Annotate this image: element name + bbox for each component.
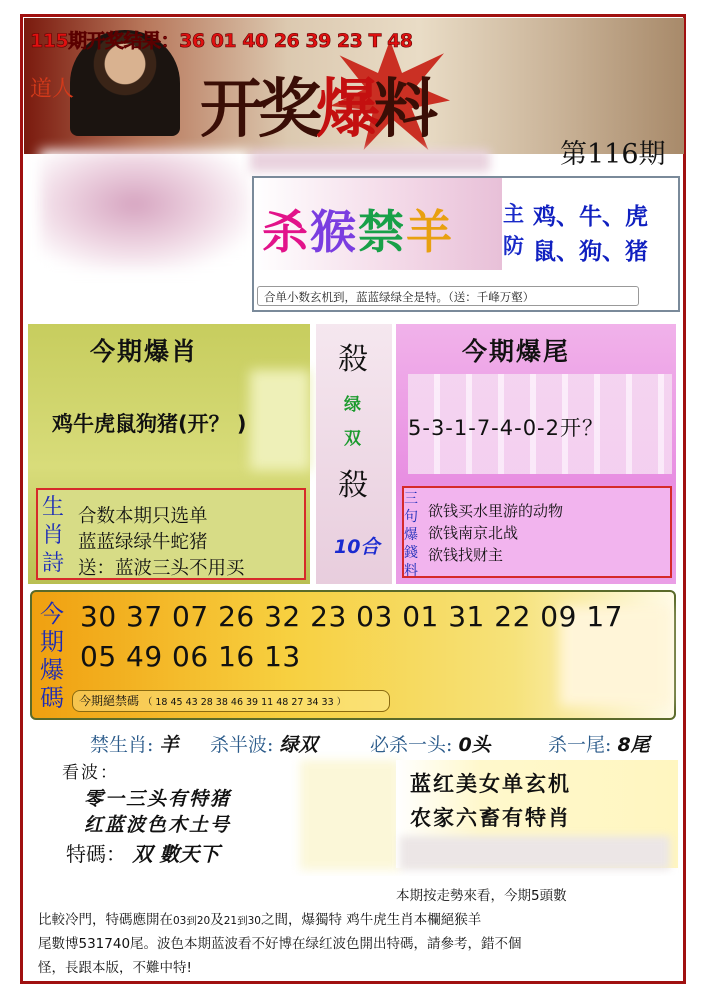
code-label: 今 期 爆 碼	[40, 600, 64, 712]
poem-line: 送：蓝波三头不用买	[78, 558, 245, 579]
forbidden-codes	[72, 690, 390, 712]
left-panel-body: 鸡牛虎鼠狗猪(开？ )	[52, 412, 247, 436]
zodiac-poem-label: 生 肖 詩	[42, 495, 65, 576]
poem-line: 合数本期只选单	[78, 506, 208, 527]
kill-half-wave: 杀半波: 绿双	[210, 734, 318, 756]
code-row-2: 05 49 06 16 13	[80, 640, 301, 673]
bottom-line-2: 比較冷門，特碼應開在03到20及21到30之間，爆獨特 鸡牛虎生肖本欄絕猴羊	[38, 912, 482, 928]
riddle-label: 三 句 爆 錢 料	[404, 491, 418, 579]
middle-kill-2: 殺	[338, 468, 368, 503]
logo-text: 开奖爆料	[200, 72, 432, 147]
lower-left-blur	[300, 760, 400, 870]
calligraphy-decoration	[600, 30, 680, 118]
lower-right-blur	[400, 836, 670, 870]
result-headline: 115期开奖结果：36 01 40 26 39 23 T 48	[30, 30, 413, 52]
riddle-line: 欲钱买水里游的动物	[428, 502, 564, 520]
kill-tail: 杀一尾: 8尾	[548, 734, 650, 756]
wave-line: 红蓝波色木土号	[84, 814, 232, 836]
zhu-values: 鸡、牛、虎	[533, 204, 648, 230]
forbidden-numbers: （ 18 45 43 28 38 46 39 11 48 27 34 33 ）	[142, 697, 347, 708]
wave-label: 看波：	[62, 763, 119, 783]
bottom-line-3: 尾數博531740尾。波色本期蓝波看不好博在绿红波色開出特碼，請參考，錯不個	[38, 936, 522, 952]
bottom-line-4: 怪，長跟本版，不難中特!	[38, 960, 192, 976]
riddle-line: 欲钱找财主	[428, 546, 504, 564]
lower-right-line: 农家六畜有特肖	[410, 805, 571, 830]
riddle-line: 欲钱南京北战	[428, 524, 519, 542]
forbidden-label: 今期絕禁碼	[79, 694, 140, 708]
issue-number: 第116期	[560, 139, 666, 170]
right-panel-title: 今期爆尾	[462, 337, 571, 366]
fang-values: 鼠、狗、猪	[533, 239, 648, 265]
kill-note: 合单小数玄机到，蓝蓝绿绿全是特。（送：千峰万壑）	[257, 286, 639, 306]
kill-title: 杀猴禁羊	[262, 205, 454, 259]
zhu-fang-labels: 主 防	[503, 202, 524, 258]
wave-line: 零一三头有特猪	[84, 788, 232, 810]
bottom-line-1: 本期按走勢來看，今期5頭數	[396, 888, 567, 904]
left-panel-blur	[250, 370, 310, 470]
blurred-area	[40, 150, 250, 270]
lower-right-line: 蓝红美女单玄机	[410, 771, 571, 796]
blurred-strip	[250, 150, 490, 172]
middle-he: 10合	[334, 536, 380, 558]
side-calligraphy: 道人	[30, 77, 75, 102]
kill-head: 必杀一头: 0头	[370, 734, 491, 756]
left-panel-title: 今期爆肖	[90, 337, 199, 366]
middle-green: 绿	[344, 395, 361, 415]
special-code: 特碼： 双 數天下	[66, 842, 220, 866]
kill-zodiac: 禁生肖: 羊	[90, 734, 179, 756]
code-row-1: 30 37 07 26 32 23 03 01 31 22 09 17	[80, 600, 623, 633]
middle-kill-1: 殺	[338, 342, 368, 377]
poem-line: 蓝蓝绿绿牛蛇猪	[78, 532, 208, 553]
middle-double: 双	[344, 429, 361, 449]
right-panel-body: 5-3-1-7-4-0-2开？	[408, 416, 604, 440]
